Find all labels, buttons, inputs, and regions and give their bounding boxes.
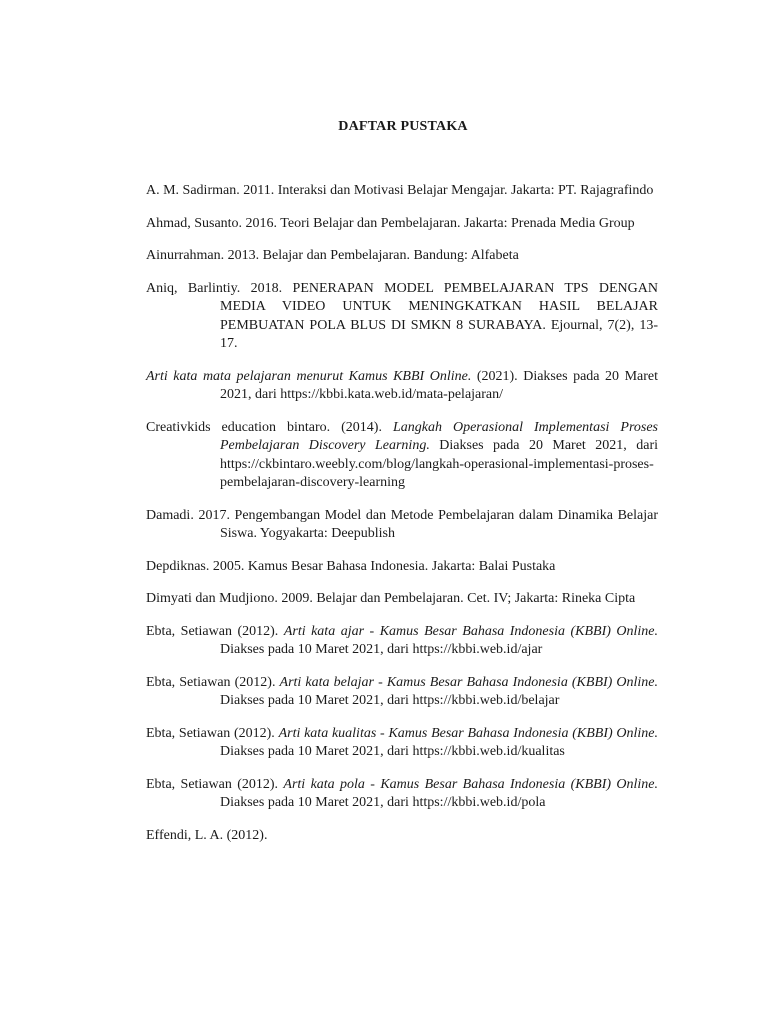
reference-text: Creativkids education bintaro. (2014). <box>146 419 393 435</box>
reference-entry <box>146 776 658 813</box>
reference-entry <box>146 368 658 405</box>
page-title: DAFTAR PUSTAKA <box>338 119 468 134</box>
reference-text: Diakses pada 10 Maret 2021, dari https://kbbi.web.id/belajar <box>220 693 560 708</box>
reference-text: Ebta, Setiawan (2012). <box>146 725 279 741</box>
reference-text: Effendi, L. A. (2012). <box>146 827 268 843</box>
reference-text: Diakses pada 10 Maret 2021, dari https://kbbi.web.id/pola <box>220 795 546 810</box>
reference-entry <box>146 725 658 762</box>
reference-title-italic: Arti kata kualitas - Kamus Besar Bahasa Indonesia (KBBI) Online. <box>278 725 659 741</box>
reference-title-italic: Arti kata mata pelajaran menurut Kamus KBBI Online. <box>146 368 472 384</box>
reference-text: Dimyati dan Mudjiono. 2009. Belajar dan Pembelajaran. Cet. IV; Jakarta: Rineka Cipta <box>146 591 636 606</box>
reference-text: Damadi. 2017. Pengembangan Model dan Metode Pembelajaran dalam Dinamika Belajar Siswa. Yogyakarta: Deepublish <box>146 507 658 541</box>
reference-text: Ahmad, Susanto. 2016. Teori Belajar dan Pembelajaran. Jakarta: Prenada Media Group <box>146 215 635 231</box>
reference-text: A. M. Sadirman. 2011. Interaksi dan Motivasi Belajar Mengajar. Jakarta: PT. Rajagrafindo <box>146 183 654 198</box>
reference-entry <box>146 590 658 609</box>
reference-text: Diakses pada 10 Maret 2021, dari https://kbbi.web.id/ajar <box>220 642 543 657</box>
reference-text: (2021). Diakses pada 20 Maret 2021, dari https://kbbi.kata.web.id/mata-pelajaran/ <box>220 368 658 402</box>
reference-entry <box>146 623 658 660</box>
reference-entry <box>146 827 658 846</box>
reference-title-italic: Arti kata pola - Kamus Besar Bahasa Indonesia (KBBI) Online. <box>283 776 658 792</box>
reference-entry <box>146 507 658 544</box>
reference-entry <box>146 215 658 234</box>
reference-text: Ebta, Setiawan (2012). <box>146 776 284 792</box>
reference-text: Depdiknas. 2005. Kamus Besar Bahasa Indonesia. Jakarta: Balai Pustaka <box>146 558 556 574</box>
reference-entry <box>146 247 658 266</box>
reference-text: Ebta, Setiawan (2012). <box>146 674 280 690</box>
reference-title-italic: Langkah Operasional Implementasi Proses Pembelajaran Discovery Learning. <box>220 419 658 453</box>
reference-text: Ainurrahman. 2013. Belajar dan Pembelajaran. Bandung: Alfabeta <box>146 248 519 263</box>
reference-list <box>146 182 658 859</box>
reference-text: Aniq, Barlintiy. 2018. PENERAPAN MODEL PEMBELAJARAN TPS DENGAN MEDIA VIDEO UNTUK MENINGKATKAN HASIL BELAJAR PEMBUATAN POLA BLUS DI SMKN 8 SURABAYA. Ejournal, 7(2), 13-17. <box>146 280 658 351</box>
reference-entry <box>146 182 658 201</box>
reference-entry <box>146 674 658 711</box>
reference-text: Diakses pada 10 Maret 2021, dari https://kbbi.web.id/kualitas <box>220 744 565 759</box>
reference-text: Ebta, Setiawan (2012). <box>146 623 284 639</box>
reference-text: Diakses pada 20 Maret 2021, dari https://ckbintaro.weebly.com/blog/langkah-operasional-implementasi-proses-pembelajaran-discovery-learning <box>220 438 658 490</box>
reference-entry <box>146 419 658 493</box>
reference-entry <box>146 280 658 354</box>
reference-title-italic: Arti kata ajar - Kamus Besar Bahasa Indonesia (KBBI) Online. <box>283 623 659 639</box>
reference-entry <box>146 558 658 577</box>
reference-title-italic: Arti kata belajar - Kamus Besar Bahasa Indonesia (KBBI) Online. <box>279 674 659 690</box>
